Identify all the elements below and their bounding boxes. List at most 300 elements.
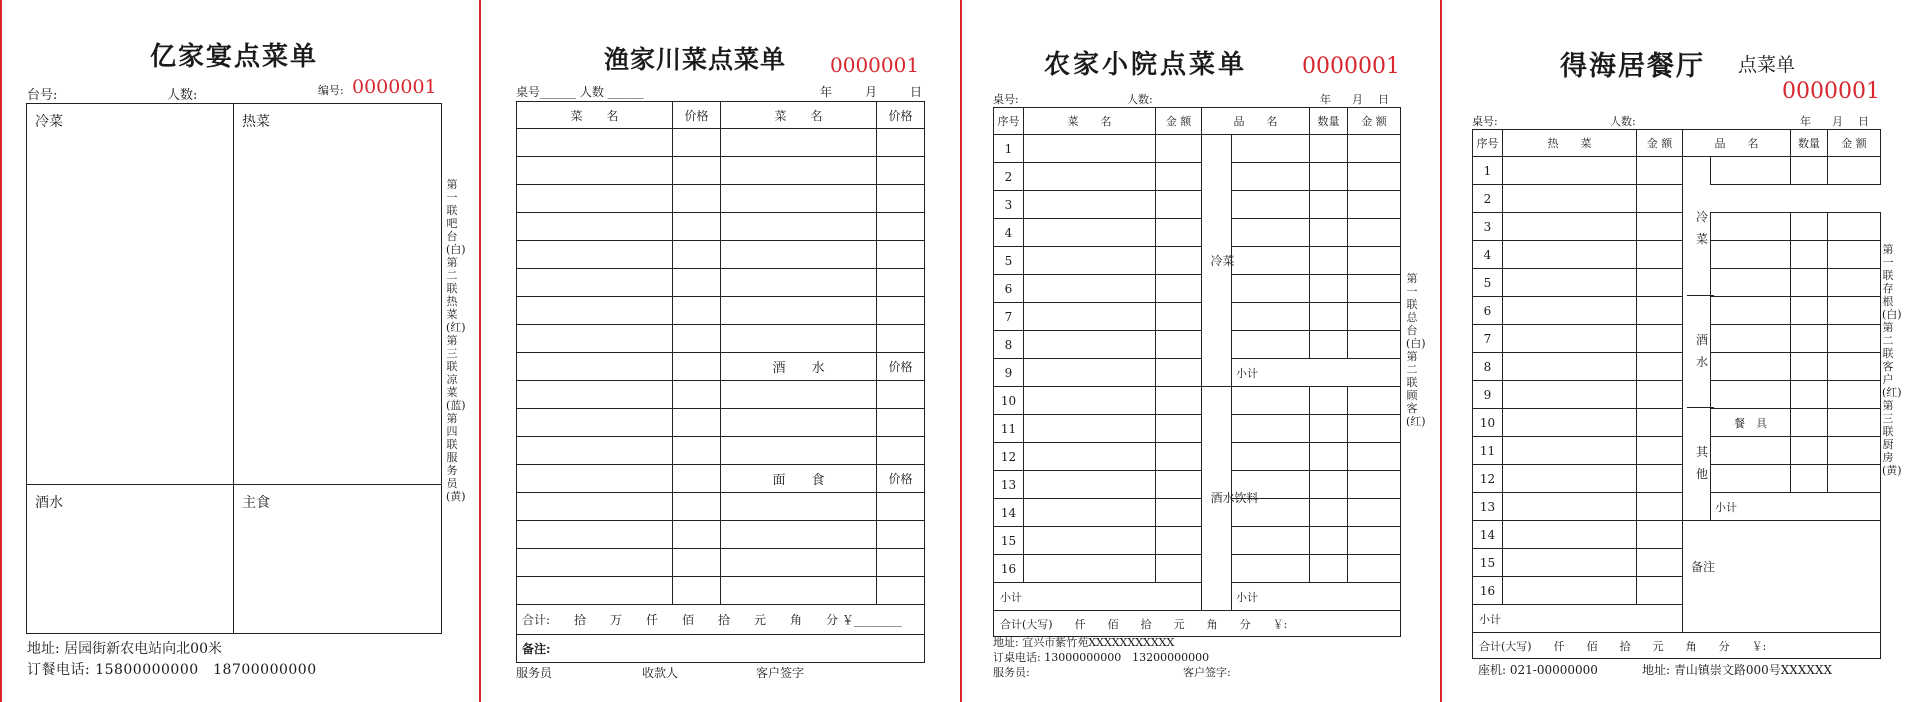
- blank-cell: [877, 437, 925, 465]
- blank-cell: [1232, 555, 1310, 583]
- blank-cell: [877, 549, 925, 577]
- cold-dish-group: 冷菜: [1696, 210, 1709, 246]
- blank-cell: [1791, 213, 1828, 241]
- blank-cell: [1791, 353, 1828, 381]
- blank-cell: [1503, 157, 1637, 185]
- blank-cell: [1310, 527, 1348, 555]
- blank-cell: [721, 325, 877, 353]
- blank-cell: [1232, 527, 1310, 555]
- blank-cell: [1791, 269, 1828, 297]
- blank-cell: [877, 521, 925, 549]
- remark-row: 备注:: [517, 635, 925, 663]
- people-count-label: 人数:: [167, 88, 198, 103]
- header-amount: 金 额: [1637, 130, 1683, 157]
- blank-cell: [1828, 241, 1881, 269]
- row-number-cell: 15: [994, 527, 1024, 555]
- blank-cell: [517, 493, 673, 521]
- blank-cell: [1156, 303, 1202, 331]
- blank-cell: [517, 465, 673, 493]
- drinks-header: 酒 水: [721, 353, 877, 381]
- blank-cell: [1024, 499, 1156, 527]
- blank-cell: [517, 549, 673, 577]
- blank-cell: [1024, 527, 1156, 555]
- address-text: 地址: 居园街新农电站向北00米: [27, 641, 222, 657]
- row-number-cell: 4: [1473, 241, 1503, 269]
- row-number-cell: 11: [994, 415, 1024, 443]
- blank-cell: [1637, 353, 1683, 381]
- blank-cell: [1637, 213, 1683, 241]
- desk-label: 桌号:: [993, 93, 1019, 106]
- blank-cell: [1348, 443, 1401, 471]
- menu-form-yijiayan: [0, 0, 480, 702]
- blank-cell: [1232, 443, 1310, 471]
- blank-cell: [1156, 471, 1202, 499]
- form-title: 亿家宴点菜单: [150, 42, 319, 72]
- blank-cell: [1156, 527, 1202, 555]
- blank-cell: [877, 297, 925, 325]
- blank-cell: [721, 521, 877, 549]
- blank-cell: [1024, 387, 1156, 415]
- customer-sign-label: 客户签字: [756, 666, 805, 680]
- blank-cell: [1791, 409, 1828, 437]
- blank-cell: [1348, 135, 1401, 163]
- blank-cell: [1024, 303, 1156, 331]
- blank-cell: [1637, 465, 1683, 493]
- row-number-cell: 2: [1473, 185, 1503, 213]
- blank-cell: [673, 409, 721, 437]
- blank-cell: [1310, 415, 1348, 443]
- cold-dish-group: 冷菜: [1202, 135, 1232, 387]
- header-qty: 数量: [1310, 108, 1348, 135]
- blank-cell: [1503, 325, 1637, 353]
- blank-cell: [877, 213, 925, 241]
- blank-cell: [721, 577, 877, 605]
- blank-cell: [1711, 381, 1791, 409]
- row-number-cell: 5: [994, 247, 1024, 275]
- row-number-cell: 8: [994, 331, 1024, 359]
- blank-cell: [1156, 331, 1202, 359]
- row-number-cell: 14: [1473, 521, 1503, 549]
- section-cold-dishes: 冷菜: [27, 104, 234, 485]
- blank-cell: [673, 213, 721, 241]
- blank-cell: [1503, 549, 1637, 577]
- blank-cell: [1024, 275, 1156, 303]
- blank-cell: [1024, 359, 1156, 387]
- row-number-cell: 9: [994, 359, 1024, 387]
- header-seq: 序号: [994, 108, 1024, 135]
- blank-cell: [1156, 555, 1202, 583]
- blank-cell: [1232, 135, 1310, 163]
- row-number-cell: 2: [994, 163, 1024, 191]
- row-number-cell: 10: [994, 387, 1024, 415]
- blank-cell: [1024, 471, 1156, 499]
- noodles-price-header: 价格: [877, 465, 925, 493]
- blank-cell: [517, 269, 673, 297]
- blank-cell: [1156, 415, 1202, 443]
- blank-cell: [1156, 191, 1202, 219]
- waiter-label: 服务员:: [993, 666, 1030, 679]
- row-number-cell: 10: [1473, 409, 1503, 437]
- menu-form-nongjia: [961, 0, 1441, 702]
- blank-cell: [517, 381, 673, 409]
- date-month: 月: [1832, 115, 1843, 128]
- blank-cell: [1156, 387, 1202, 415]
- row-number-cell: 9: [1473, 381, 1503, 409]
- tableware-label: 餐 具: [1711, 409, 1791, 437]
- blank-cell: [1310, 443, 1348, 471]
- row-number-cell: 8: [1473, 353, 1503, 381]
- blank-cell: [1791, 465, 1828, 493]
- blank-cell: [1232, 247, 1310, 275]
- landline-text: 座机: 021-00000000: [1478, 663, 1598, 677]
- subtotal-right: 小计: [1711, 493, 1881, 521]
- serial-number: 0000001: [1782, 79, 1880, 104]
- blank-cell: [1310, 331, 1348, 359]
- blank-cell: [517, 521, 673, 549]
- header-item: 品 名: [1683, 130, 1791, 157]
- blank-cell: [1637, 549, 1683, 577]
- blank-cell: [1310, 191, 1348, 219]
- blank-cell: [1156, 135, 1202, 163]
- blank-cell: [1348, 275, 1401, 303]
- blank-cell: [1348, 471, 1401, 499]
- blank-cell: [1637, 241, 1683, 269]
- header-hot-dish: 热 菜: [1503, 130, 1637, 157]
- blank-cell: [721, 269, 877, 297]
- row-number-cell: 6: [1473, 297, 1503, 325]
- blank-cell: [1637, 297, 1683, 325]
- blank-cell: [877, 129, 925, 157]
- blank-cell: [1828, 157, 1881, 185]
- blank-cell: [1637, 493, 1683, 521]
- blank-cell: [1348, 163, 1401, 191]
- blank-cell: [1156, 219, 1202, 247]
- blank-cell: [1310, 219, 1348, 247]
- date-year: 年: [820, 85, 833, 99]
- blank-cell: [517, 241, 673, 269]
- header-amount-2: 金 额: [1348, 108, 1401, 135]
- blank-cell: [673, 549, 721, 577]
- blank-cell: [1791, 297, 1828, 325]
- blank-cell: [1711, 213, 1791, 241]
- total-row: 合计(大写) 仟 佰 拾 元 角 分 ￥:: [1473, 633, 1881, 659]
- blank-cell: [1024, 415, 1156, 443]
- copy-distribution-note: 第一联吧台(白) 第二联热菜(红) 第三联凉菜(蓝) 第四联服务员(黄): [446, 178, 466, 503]
- blank-cell: [721, 129, 877, 157]
- blank-cell: [1637, 325, 1683, 353]
- blank-cell: [517, 409, 673, 437]
- header-dish-left: 菜 名: [517, 102, 673, 129]
- blank-cell: [673, 353, 721, 381]
- blank-cell: [1828, 381, 1881, 409]
- blank-cell: [1503, 269, 1637, 297]
- subtotal-left: 小计: [1473, 605, 1683, 633]
- blank-cell: [877, 157, 925, 185]
- blank-cell: [1791, 157, 1828, 185]
- menu-form-yujia: [480, 0, 960, 702]
- blank-cell: [1711, 185, 1881, 213]
- blank-cell: [1024, 191, 1156, 219]
- blank-cell: [1024, 219, 1156, 247]
- blank-cell: [1828, 325, 1881, 353]
- remark-box: 备注: [1683, 521, 1881, 633]
- blank-cell: [673, 241, 721, 269]
- blank-cell: [673, 465, 721, 493]
- address-text: 地址: 青山镇崇文路000号XXXXXX: [1642, 663, 1833, 677]
- row-number-cell: 5: [1473, 269, 1503, 297]
- blank-cell: [1637, 185, 1683, 213]
- order-table: [993, 107, 1401, 637]
- blank-cell: [1637, 521, 1683, 549]
- blank-cell: [877, 269, 925, 297]
- blank-cell: [1637, 269, 1683, 297]
- blank-cell: [1156, 443, 1202, 471]
- blank-cell: [877, 325, 925, 353]
- section-hot-dishes: 热菜: [234, 104, 442, 485]
- row-number-cell: 11: [1473, 437, 1503, 465]
- blank-cell: [1503, 297, 1637, 325]
- blank-cell: [877, 577, 925, 605]
- noodles-header: 面 食: [721, 465, 877, 493]
- serial-number: 0000001: [352, 76, 437, 98]
- header-dish: 菜 名: [1024, 108, 1156, 135]
- blank-cell: [673, 157, 721, 185]
- row-number-cell: 7: [994, 303, 1024, 331]
- section-drinks: 酒水: [27, 485, 234, 634]
- blank-cell: [517, 157, 673, 185]
- blank-cell: [721, 381, 877, 409]
- drinks-group: 酒水饮料: [1202, 387, 1232, 611]
- date-day: 日: [1858, 115, 1869, 128]
- date-day: 日: [910, 85, 923, 99]
- blank-cell: [1503, 381, 1637, 409]
- address-text: 地址: 宜兴市紫竹苑XXXXXXXXXXX: [993, 636, 1175, 649]
- blank-cell: [1637, 437, 1683, 465]
- form-title-suffix: 点菜单: [1738, 54, 1796, 76]
- blank-cell: [517, 577, 673, 605]
- blank-cell: [1503, 409, 1637, 437]
- blank-cell: [1310, 303, 1348, 331]
- blank-cell: [673, 493, 721, 521]
- row-number-cell: 4: [994, 219, 1024, 247]
- blank-cell: [1828, 465, 1881, 493]
- form-title: 农家小院点菜单: [1044, 50, 1248, 80]
- blank-cell: [1024, 135, 1156, 163]
- row-number-cell: 1: [1473, 157, 1503, 185]
- blank-cell: [1791, 241, 1828, 269]
- blank-cell: [1024, 247, 1156, 275]
- phone-text: 订餐电话: 15800000000 18700000000: [27, 662, 317, 678]
- blank-cell: [1711, 157, 1791, 185]
- blank-cell: [1310, 499, 1348, 527]
- blank-cell: [1348, 499, 1401, 527]
- blank-cell: [1310, 471, 1348, 499]
- subtotal-left: 小计: [994, 583, 1202, 611]
- blank-cell: [1828, 213, 1881, 241]
- blank-cell: [1348, 303, 1401, 331]
- blank-cell: [517, 353, 673, 381]
- people-label: 人数:: [1127, 93, 1153, 106]
- menu-form-dehaiju: [1442, 0, 1922, 702]
- serial-number: 0000001: [1302, 54, 1400, 79]
- total-row: 合计: 拾 万 仟 佰 拾 元 角 分 ￥________: [517, 605, 925, 635]
- row-number-cell: 1: [994, 135, 1024, 163]
- blank-cell: [721, 213, 877, 241]
- blank-cell: [673, 577, 721, 605]
- blank-cell: [1711, 465, 1791, 493]
- cashier-label: 收款人: [642, 666, 679, 680]
- total-row: 合计(大写) 仟 佰 拾 元 角 分 ￥:: [994, 611, 1401, 637]
- blank-cell: [673, 185, 721, 213]
- blank-cell: [517, 185, 673, 213]
- row-number-cell: 3: [1473, 213, 1503, 241]
- blank-cell: [1828, 353, 1881, 381]
- form-title: 得海居餐厅: [1560, 51, 1705, 82]
- blank-cell: [673, 381, 721, 409]
- blank-cell: [721, 409, 877, 437]
- blank-cell: [877, 493, 925, 521]
- group-divider-1: [1687, 295, 1714, 296]
- blank-cell: [1232, 331, 1310, 359]
- blank-cell: [1348, 191, 1401, 219]
- blank-cell: [1348, 331, 1401, 359]
- blank-cell: [1310, 387, 1348, 415]
- blank-cell: [1828, 269, 1881, 297]
- blank-cell: [1310, 247, 1348, 275]
- blank-cell: [1503, 241, 1637, 269]
- date-month: 月: [1352, 93, 1363, 106]
- blank-cell: [1637, 381, 1683, 409]
- blank-cell: [1828, 409, 1881, 437]
- blank-cell: [1503, 521, 1637, 549]
- blank-cell: [1711, 353, 1791, 381]
- blank-cell: [1828, 297, 1881, 325]
- header-dish-right: 菜 名: [721, 102, 877, 129]
- copy-distribution-note: 第一联存根(白) 第二联客户(红) 第三联厨房(黄): [1882, 243, 1902, 477]
- phone-text: 订桌电话: 13000000000 13200000000: [993, 651, 1210, 664]
- blank-cell: [1310, 135, 1348, 163]
- blank-cell: [721, 157, 877, 185]
- blank-cell: [721, 437, 877, 465]
- blank-cell: [1024, 555, 1156, 583]
- header-price-left: 价格: [673, 102, 721, 129]
- order-sections-table: [26, 103, 442, 634]
- header-seq: 序号: [1473, 130, 1503, 157]
- blank-cell: [1156, 359, 1202, 387]
- blank-cell: [1156, 275, 1202, 303]
- blank-cell: [1503, 437, 1637, 465]
- header-amount: 金 额: [1156, 108, 1202, 135]
- blank-cell: [877, 381, 925, 409]
- blank-cell: [1310, 555, 1348, 583]
- date-year: 年: [1320, 93, 1331, 106]
- people-label: 人数:: [1610, 115, 1636, 128]
- blank-cell: [517, 437, 673, 465]
- blank-cell: [1348, 415, 1401, 443]
- blank-cell: [517, 325, 673, 353]
- blank-cell: [1024, 331, 1156, 359]
- desk-label: 桌号:: [1472, 115, 1498, 128]
- blank-cell: [1711, 241, 1791, 269]
- blank-cell: [721, 241, 877, 269]
- desk-people-label: 桌号______ 人数 ______: [516, 85, 644, 99]
- header-qty: 数量: [1791, 130, 1828, 157]
- blank-cell: [721, 297, 877, 325]
- blank-cell: [1637, 157, 1683, 185]
- drinks-subtotal: 小计: [1232, 583, 1401, 611]
- blank-cell: [1156, 499, 1202, 527]
- group-divider-2: [1687, 407, 1714, 408]
- blank-cell: [517, 297, 673, 325]
- date-year: 年: [1800, 115, 1811, 128]
- row-number-cell: 7: [1473, 325, 1503, 353]
- customer-sign-label: 客户签字:: [1183, 666, 1231, 679]
- blank-cell: [673, 297, 721, 325]
- blank-cell: [1232, 387, 1310, 415]
- date-day: 日: [1378, 93, 1389, 106]
- row-number-cell: 15: [1473, 549, 1503, 577]
- order-table: [516, 101, 925, 663]
- blank-cell: [673, 129, 721, 157]
- copy-distribution-note: 第一联总台(白) 第二联顾客(红): [1406, 272, 1426, 428]
- blank-cell: [1232, 163, 1310, 191]
- header-price-right: 价格: [877, 102, 925, 129]
- row-number-cell: 13: [1473, 493, 1503, 521]
- serial-number: 0000001: [830, 53, 920, 77]
- blank-cell: [673, 437, 721, 465]
- blank-cell: [1711, 269, 1791, 297]
- blank-cell: [721, 549, 877, 577]
- blank-cell: [1711, 297, 1791, 325]
- header-item: 品 名: [1202, 108, 1310, 135]
- blank-cell: [877, 185, 925, 213]
- blank-cell: [1503, 493, 1637, 521]
- blank-cell: [1232, 303, 1310, 331]
- cold-subtotal: 小计: [1232, 359, 1401, 387]
- blank-cell: [721, 493, 877, 521]
- other-group: 其他: [1696, 445, 1709, 481]
- blank-cell: [673, 269, 721, 297]
- blank-cell: [673, 325, 721, 353]
- blank-cell: [1503, 213, 1637, 241]
- serial-label: 编号:: [318, 84, 344, 97]
- blank-cell: [1156, 163, 1202, 191]
- blank-cell: [1503, 353, 1637, 381]
- form-title: 渔家川菜点菜单: [604, 45, 787, 74]
- header-amount-2: 金 额: [1828, 130, 1881, 157]
- blank-cell: [1232, 191, 1310, 219]
- blank-cell: [1348, 387, 1401, 415]
- blank-cell: [1348, 555, 1401, 583]
- blank-cell: [1637, 577, 1683, 605]
- blank-cell: [517, 129, 673, 157]
- blank-cell: [1310, 275, 1348, 303]
- blank-cell: [1503, 465, 1637, 493]
- date-month: 月: [865, 85, 878, 99]
- blank-cell: [1791, 381, 1828, 409]
- blank-cell: [673, 521, 721, 549]
- drinks-group: 酒水: [1696, 333, 1709, 369]
- row-number-cell: 14: [994, 499, 1024, 527]
- row-number-cell: 12: [1473, 465, 1503, 493]
- drinks-price-header: 价格: [877, 353, 925, 381]
- blank-cell: [1024, 443, 1156, 471]
- blank-cell: [1828, 437, 1881, 465]
- waiter-label: 服务员: [516, 666, 553, 680]
- blank-cell: [1711, 325, 1791, 353]
- blank-cell: [1348, 219, 1401, 247]
- blank-cell: [1232, 415, 1310, 443]
